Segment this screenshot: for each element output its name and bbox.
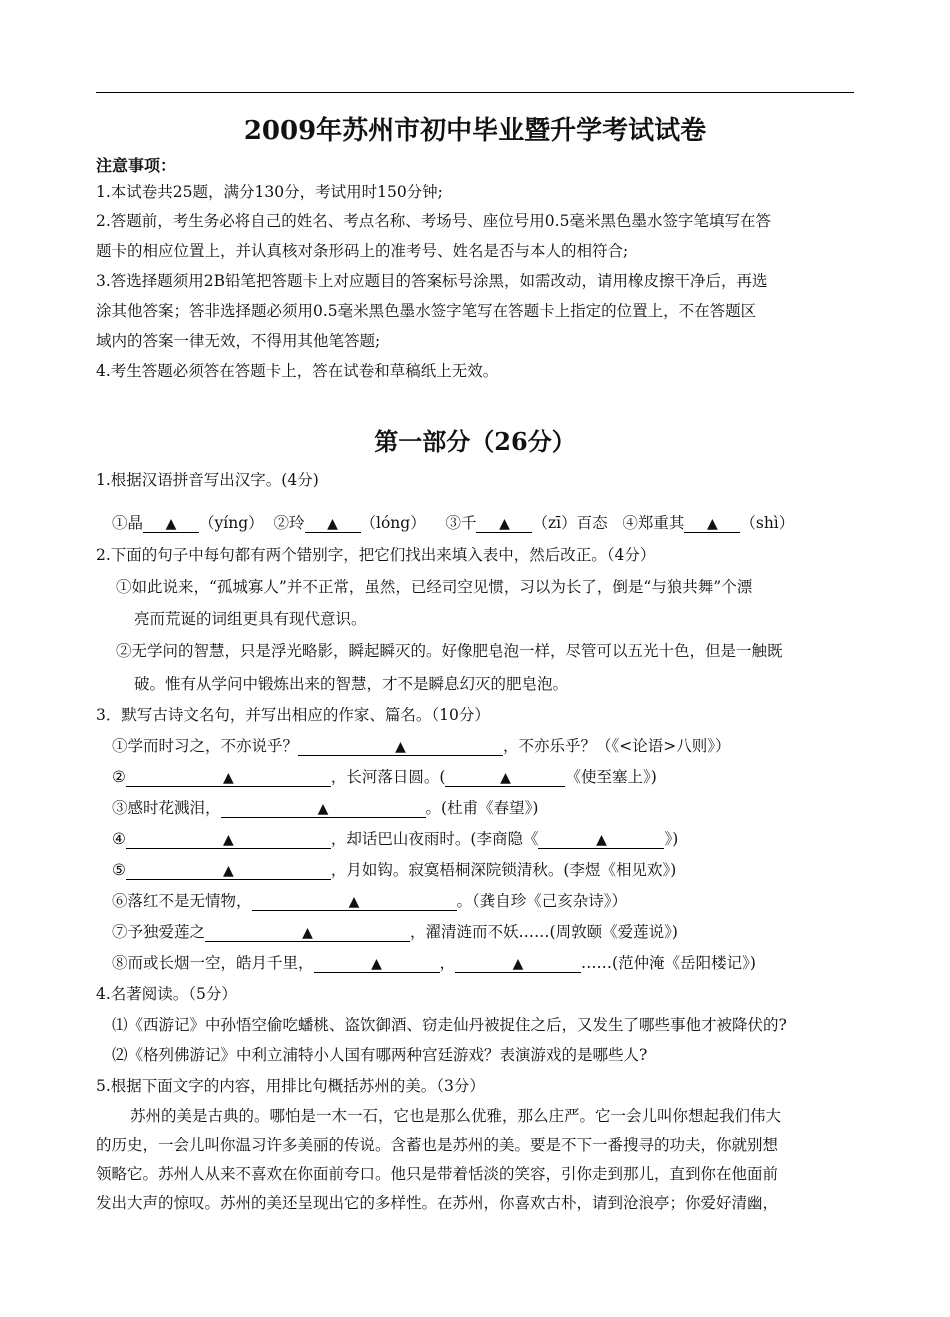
- q3-text: ⑦予独爱莲之: [112, 923, 206, 941]
- notice-line: 域内的答案一律无效，不得用其他笔答题;: [96, 332, 381, 350]
- answer-blank[interactable]: [126, 831, 331, 849]
- section-heading: 第一部分（26分）: [374, 427, 576, 456]
- q1-item-post: （yíng）: [199, 514, 264, 532]
- answer-marker: ▲: [317, 801, 329, 817]
- answer-marker: ▲: [223, 832, 234, 848]
- answer-marker: ▲: [302, 925, 313, 941]
- q3-text: ，不亦乐乎？（《<论语>八则》）: [503, 737, 731, 755]
- q5-stem: 5.根据下面文字的内容，用排比句概括苏州的美。（3分）: [96, 1077, 485, 1095]
- notice-heading: 注意事项：: [96, 156, 177, 175]
- answer-marker: ▲: [165, 516, 177, 532]
- q5-line: 苏州的美是古典的。哪怕是一木一石，它也是那么优雅，那么庄严。它一会儿叫你想起我们伟大: [130, 1107, 782, 1125]
- notice-line: 4.考生答题必须答在答题卡上，答在试卷和草稿纸上无效。: [96, 362, 499, 380]
- answer-blank[interactable]: [126, 862, 331, 880]
- q3-text: 。（龚自珍《己亥杂诗》）: [456, 892, 628, 910]
- notice-line: 1.本试卷共25题，满分130分，考试用时150分钟;: [96, 183, 443, 201]
- answer-marker: ▲: [371, 956, 382, 972]
- answer-blank[interactable]: [221, 800, 426, 818]
- q1-item-pre: ④郑重其: [622, 514, 685, 532]
- q1-item-post: （zī）百态: [532, 514, 608, 532]
- q3-text: 《使至塞上》): [565, 768, 657, 786]
- q1-items: [112, 514, 794, 533]
- q3-line-4: [112, 830, 678, 849]
- q3-line-7: [112, 923, 678, 942]
- q1-item-pre: ①晶: [112, 514, 144, 532]
- q2-line: ①如此说来，“孤城寡人”并不正常，虽然，已经司空见惯，习以为长了，倒是“与狼共舞”个漂: [116, 578, 753, 596]
- answer-marker: ▲: [499, 516, 510, 532]
- q3-line-3: [112, 799, 538, 818]
- answer-blank[interactable]: [126, 769, 331, 787]
- page-title: 2009年苏州市初中毕业暨升学考试试卷: [243, 116, 707, 146]
- answer-blank[interactable]: [305, 515, 361, 533]
- q3-line-8: [112, 954, 756, 973]
- notice-line: 涂其他答案；答非选择题必须用0.5毫米黑色墨水签字笔写在答题卡上指定的位置上，不在答题区: [96, 302, 757, 320]
- q1-item-post: （lóng）: [360, 514, 426, 532]
- q3-text: ，长河落日圆。(: [330, 768, 446, 786]
- q2-stem: 2.下面的句子中每句都有两个错别字，把它们找出来填入表中，然后改正。（4分）: [96, 546, 656, 564]
- q3-text: ，月如钩。寂寞梧桐深院锁清秋。(李煜《相见欢》): [330, 861, 677, 879]
- q2-line: 破。惟有从学问中锻炼出来的智慧，才不是瞬息幻灭的肥皂泡。: [134, 675, 569, 693]
- q3-text: 。(杜甫《春望》): [425, 799, 539, 817]
- q3-line-1: [112, 737, 731, 756]
- q1-item-pre: ②玲: [273, 514, 305, 532]
- q2-line: 亮而荒诞的词组更具有现代意识。: [134, 610, 367, 628]
- notice-line: 题卡的相应位置上，并认真核对条形码上的准考号、姓名是否与本人的相符合;: [96, 242, 629, 260]
- q3-line-6: [112, 892, 627, 911]
- answer-blank[interactable]: [143, 515, 199, 533]
- q3-text: ③感时花溅泪，: [112, 799, 221, 817]
- q3-text: ，却话巴山夜雨时。(李商隐《: [330, 830, 539, 848]
- q3-text: ⑥落红不是无情物，: [112, 892, 252, 910]
- answer-blank[interactable]: [298, 738, 503, 756]
- answer-marker: ▲: [500, 770, 511, 786]
- q3-text: ②: [112, 768, 126, 786]
- answer-blank[interactable]: [455, 955, 581, 973]
- q3-text: ⑧而或长烟一空，皓月千里，: [112, 954, 314, 972]
- answer-marker: ▲: [348, 894, 360, 910]
- answer-blank[interactable]: [205, 924, 410, 942]
- answer-blank[interactable]: [476, 515, 532, 533]
- header-rule: [96, 92, 854, 93]
- q1-item-pre: ③千: [445, 514, 477, 532]
- q2-line: ②无学问的智慧，只是浮光略影，瞬起瞬灭的。好像肥皂泡一样，尽管可以五光十色，但是一触既: [116, 642, 783, 660]
- q3-text: ①学而时习之，不亦说乎？: [112, 737, 299, 755]
- answer-blank[interactable]: [445, 769, 565, 787]
- q3-line-2: [112, 768, 657, 787]
- answer-marker: ▲: [512, 956, 524, 972]
- q3-text: 》): [664, 830, 679, 848]
- answer-marker: ▲: [327, 516, 338, 532]
- answer-marker: ▲: [395, 739, 406, 755]
- q3-text: ，濯清涟而不妖……(周敦颐《爱莲说》): [410, 923, 678, 941]
- answer-blank[interactable]: [252, 893, 457, 911]
- q3-text: ……(范仲淹《岳阳楼记》): [581, 954, 756, 972]
- q3-text: ⑤: [112, 861, 126, 879]
- q1-item-post: （shì）: [740, 514, 795, 532]
- notice-line: 2.答题前，考生务必将自己的姓名、考点名称、考场号、座位号用0.5毫米黑色墨水签字笔填写在答: [96, 212, 771, 230]
- q5-line: 的历史，一会儿叫你温习许多美丽的传说。含蓄也是苏州的美。要是不下一番搜寻的功夫，你就别想: [96, 1136, 779, 1154]
- q5-line: 领略它。苏州人从来不喜欢在你面前夸口。他只是带着恬淡的笑容，引你走到那儿，直到你在他面前: [96, 1165, 779, 1183]
- answer-blank[interactable]: [538, 831, 664, 849]
- q4-line: ⑵《格列佛游记》中利立浦特小人国有哪两种宫廷游戏？表演游戏的是哪些人?: [112, 1046, 648, 1064]
- q4-line: ⑴《西游记》中孙悟空偷吃蟠桃、盗饮御酒、窃走仙丹被捉住之后，又发生了哪些事他才被降伏的?: [112, 1016, 787, 1034]
- q4-stem: 4.名著阅读。（5分）: [96, 985, 237, 1003]
- answer-marker: ▲: [223, 863, 234, 879]
- answer-marker: ▲: [706, 516, 718, 532]
- q1-stem: 1.根据汉语拼音写出汉字。(4分): [96, 471, 319, 489]
- q3-text: ，: [439, 954, 456, 972]
- q3-line-5: [112, 861, 676, 880]
- notice-line: 3.答选择题须用2B铅笔把答题卡上对应题目的答案标号涂黑，如需改动，请用橡皮擦干净后，再选: [96, 272, 768, 290]
- q5-line: 发出大声的惊叹。苏州的美还呈现出它的多样性。在苏州，你喜欢古朴，请到沧浪亭；你爱好清幽，: [96, 1194, 779, 1212]
- answer-blank[interactable]: [684, 515, 740, 533]
- answer-blank[interactable]: [314, 955, 440, 973]
- answer-marker: ▲: [223, 770, 234, 786]
- q3-text: ④: [112, 830, 126, 848]
- q3-stem: 3．默写古诗文名句，并写出相应的作家、篇名。（10分）: [96, 706, 490, 724]
- answer-marker: ▲: [596, 832, 607, 848]
